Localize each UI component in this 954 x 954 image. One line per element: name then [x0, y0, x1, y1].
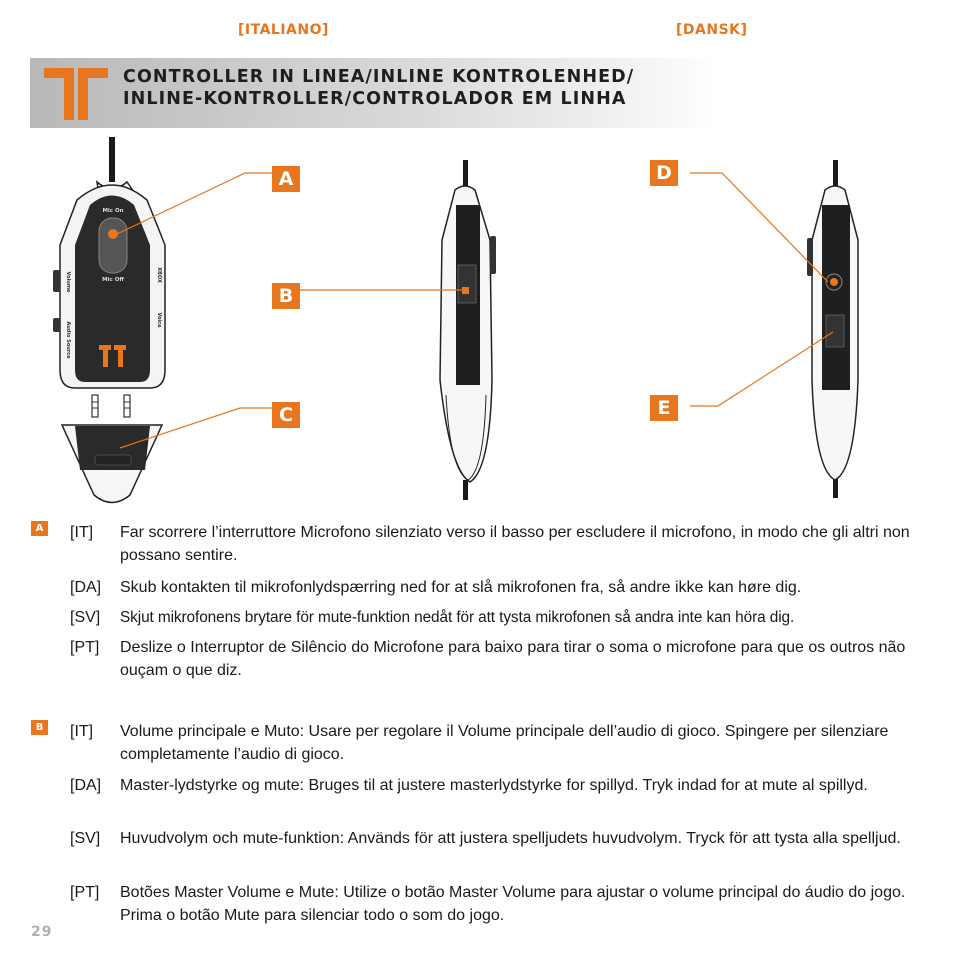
lang-code: [SV] [70, 609, 101, 626]
description: Far scorrere l’interruttore Microfono silenziato verso il basso per escludere il microfono, in modo che gli altri non possano sentire. [120, 524, 910, 564]
description: Volume principale e Muto: Usare per regolare il Volume principale dell’audio di gioco. Spingere per silenziare completamente l’audio di gioco. [120, 723, 889, 763]
voice-label: Voice [156, 312, 162, 328]
description: Master-lydstyrke og mute: Bruges til at justere masterlydstyrke for spillyd. Tryk indad for at mute al spillyd. [120, 777, 868, 794]
language-label-dansk: [DANSK] [676, 22, 748, 38]
page-number: 29 [31, 924, 53, 940]
callout-b: B [272, 283, 300, 309]
description: Huvudvolym och mute-funktion: Används för att justera spelljudets huvudvolym. Tryck för att tysta alla spelljud. [120, 830, 901, 847]
lang-code: [PT] [70, 639, 100, 656]
description: Deslize o Interruptor de Silêncio do Microfone para baixo para tirar o soma o microfone para que os outros não ouçam o que diz. [120, 639, 906, 679]
xbox-label: XBOX [156, 267, 162, 283]
lang-code: [DA] [70, 579, 102, 596]
lang-code: [DA] [70, 777, 102, 794]
section-b-marker: B [31, 720, 48, 735]
page-title-line-1: CONTROLLER IN LINEA/INLINE KONTROLENHED/ [123, 67, 635, 87]
lang-code: [IT] [70, 723, 94, 740]
audio-source-label: Audio Source [65, 321, 71, 359]
controller-side-view-right [807, 160, 858, 498]
mic-on-label: Mic On [102, 208, 124, 214]
controller-front-view [53, 137, 165, 503]
mic-off-label: Mic Off [102, 277, 124, 283]
section-a-marker: A [31, 521, 48, 536]
description: Botões Master Volume e Mute: Utilize o botão Master Volume para ajustar o volume principal do áudio do jogo. Prima o botão Mute para silenciar todo o som do jogo. [120, 884, 906, 924]
page-title-line-2: INLINE-KONTROLLER/CONTROLADOR EM LINHA [123, 89, 627, 109]
description: Skub kontakten til mikrofonlydspærring ned for at slå mikrofonen fra, så andre ikke kan høre dig. [120, 579, 802, 596]
callout-d: D [650, 160, 678, 186]
callout-e: E [650, 395, 678, 421]
lang-code: [IT] [70, 524, 94, 541]
language-label-italiano: [ITALIANO] [238, 22, 329, 38]
callout-c: C [272, 402, 300, 428]
lang-code: [PT] [70, 884, 100, 901]
controller-side-view-left [440, 160, 496, 500]
callout-a: A [272, 166, 300, 192]
volume-label: Volume [65, 271, 71, 293]
description: Skjut mikrofonens brytare för mute-funktion nedåt för att tysta mikrofonen så andra inte kan höra dig. [120, 609, 795, 626]
lang-code: [SV] [70, 830, 101, 847]
